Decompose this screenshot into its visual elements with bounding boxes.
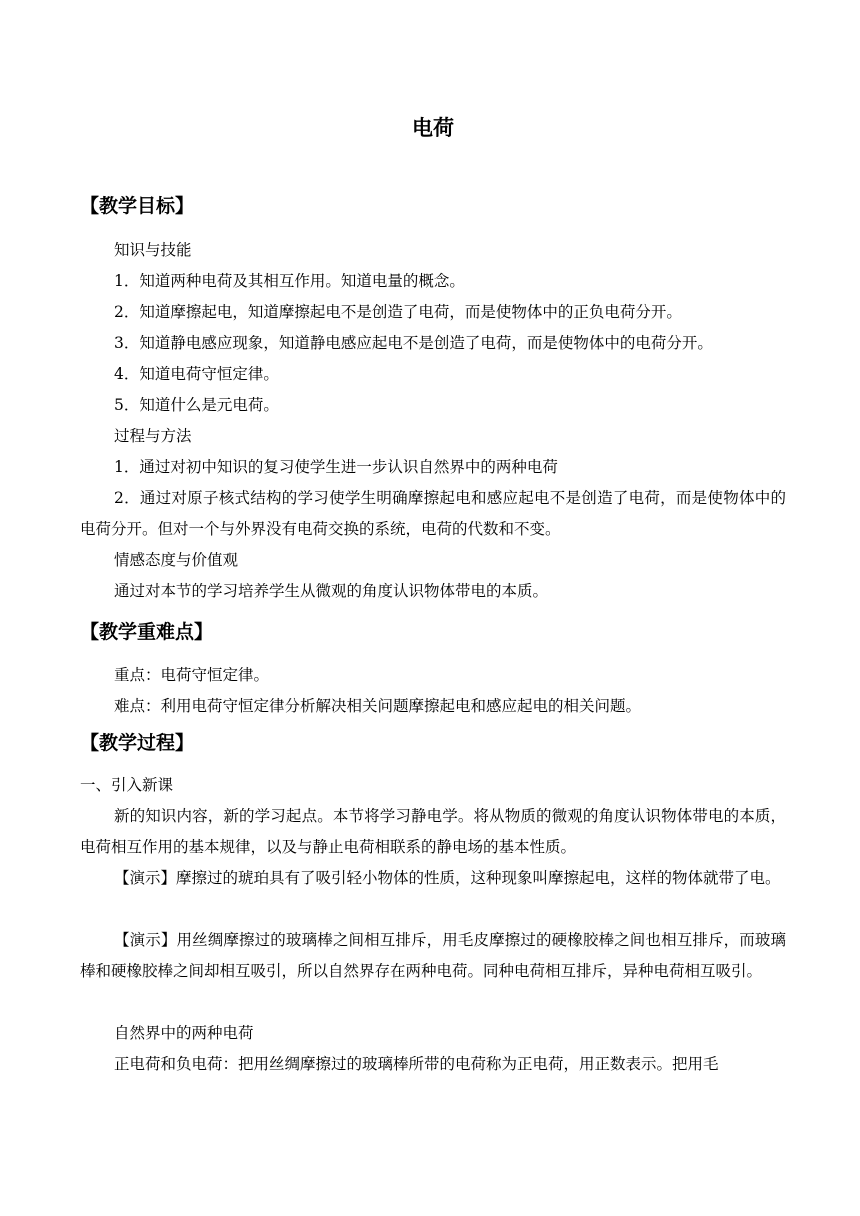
subheading-intro: 一、引入新课 xyxy=(80,776,174,794)
list-item: 2．知道摩擦起电，知道摩擦起电不是创造了电荷，而是使物体中的正负电荷分开。 xyxy=(114,303,682,321)
list-item: 1．知道两种电荷及其相互作用。知道电量的概念。 xyxy=(114,272,465,290)
section-heading-process: 【教学过程】 xyxy=(80,732,195,754)
subheading-process: 过程与方法 xyxy=(114,427,192,445)
subheading-emotion: 情感态度与价值观 xyxy=(114,551,239,569)
paragraph-demo: 【演示】用丝绸摩擦过的玻璃棒之间相互排斥，用毛皮摩擦过的硬橡胶棒之间也相互排斥，而玻璃棒和硬橡胶棒之间却相互吸引，所以自然界存在两种电荷。同种电荷相互排斥，异种电荷相互吸引。 xyxy=(80,931,786,980)
paragraph: 新的知识内容，新的学习起点。本节将学习静电学。将从物质的微观的角度认识物体带电的本质，电荷相互作用的基本规律，以及与静止电荷相联系的静电场的基本性质。 xyxy=(80,807,786,856)
paragraph-emotion: 通过对本节的学习培养学生从微观的角度认识物体带电的本质。 xyxy=(114,582,549,600)
subheading-knowledge: 知识与技能 xyxy=(114,241,192,259)
section-heading-key-points: 【教学重难点】 xyxy=(80,621,214,643)
paragraph: 正电荷和负电荷：把用丝绸摩擦过的玻璃棒所带的电荷称为正电荷，用正数表示。把用毛 xyxy=(114,1055,719,1073)
paragraph-difficulty: 难点：利用电荷守恒定律分析解决相关问题摩擦起电和感应起电的相关问题。 xyxy=(114,697,642,715)
paragraph-focus: 重点：电荷守恒定律。 xyxy=(114,666,270,684)
list-item: 4．知道电荷守恒定律。 xyxy=(114,365,279,383)
list-item: 3．知道静电感应现象，知道静电感应起电不是创造了电荷，而是使物体中的电荷分开。 xyxy=(114,334,713,352)
list-item: 5．知道什么是元电荷。 xyxy=(114,396,279,414)
paragraph-demo: 【演示】摩擦过的琥珀具有了吸引轻小物体的性质，这种现象叫摩擦起电，这样的物体就带了电。 xyxy=(114,869,781,887)
list-item: 2．通过对原子核式结构的学习使学生明确摩擦起电和感应起电不是创造了电荷，而是使物体中的电荷分开。但对一个与外界没有电荷交换的系统，电荷的代数和不变。 xyxy=(80,489,786,538)
subheading-nature: 自然界中的两种电荷 xyxy=(114,1024,254,1042)
page-title: 电荷 xyxy=(412,116,454,140)
list-item: 1．通过对初中知识的复习使学生进一步认识自然界中的两种电荷 xyxy=(114,458,558,476)
section-heading-objectives: 【教学目标】 xyxy=(80,195,195,217)
